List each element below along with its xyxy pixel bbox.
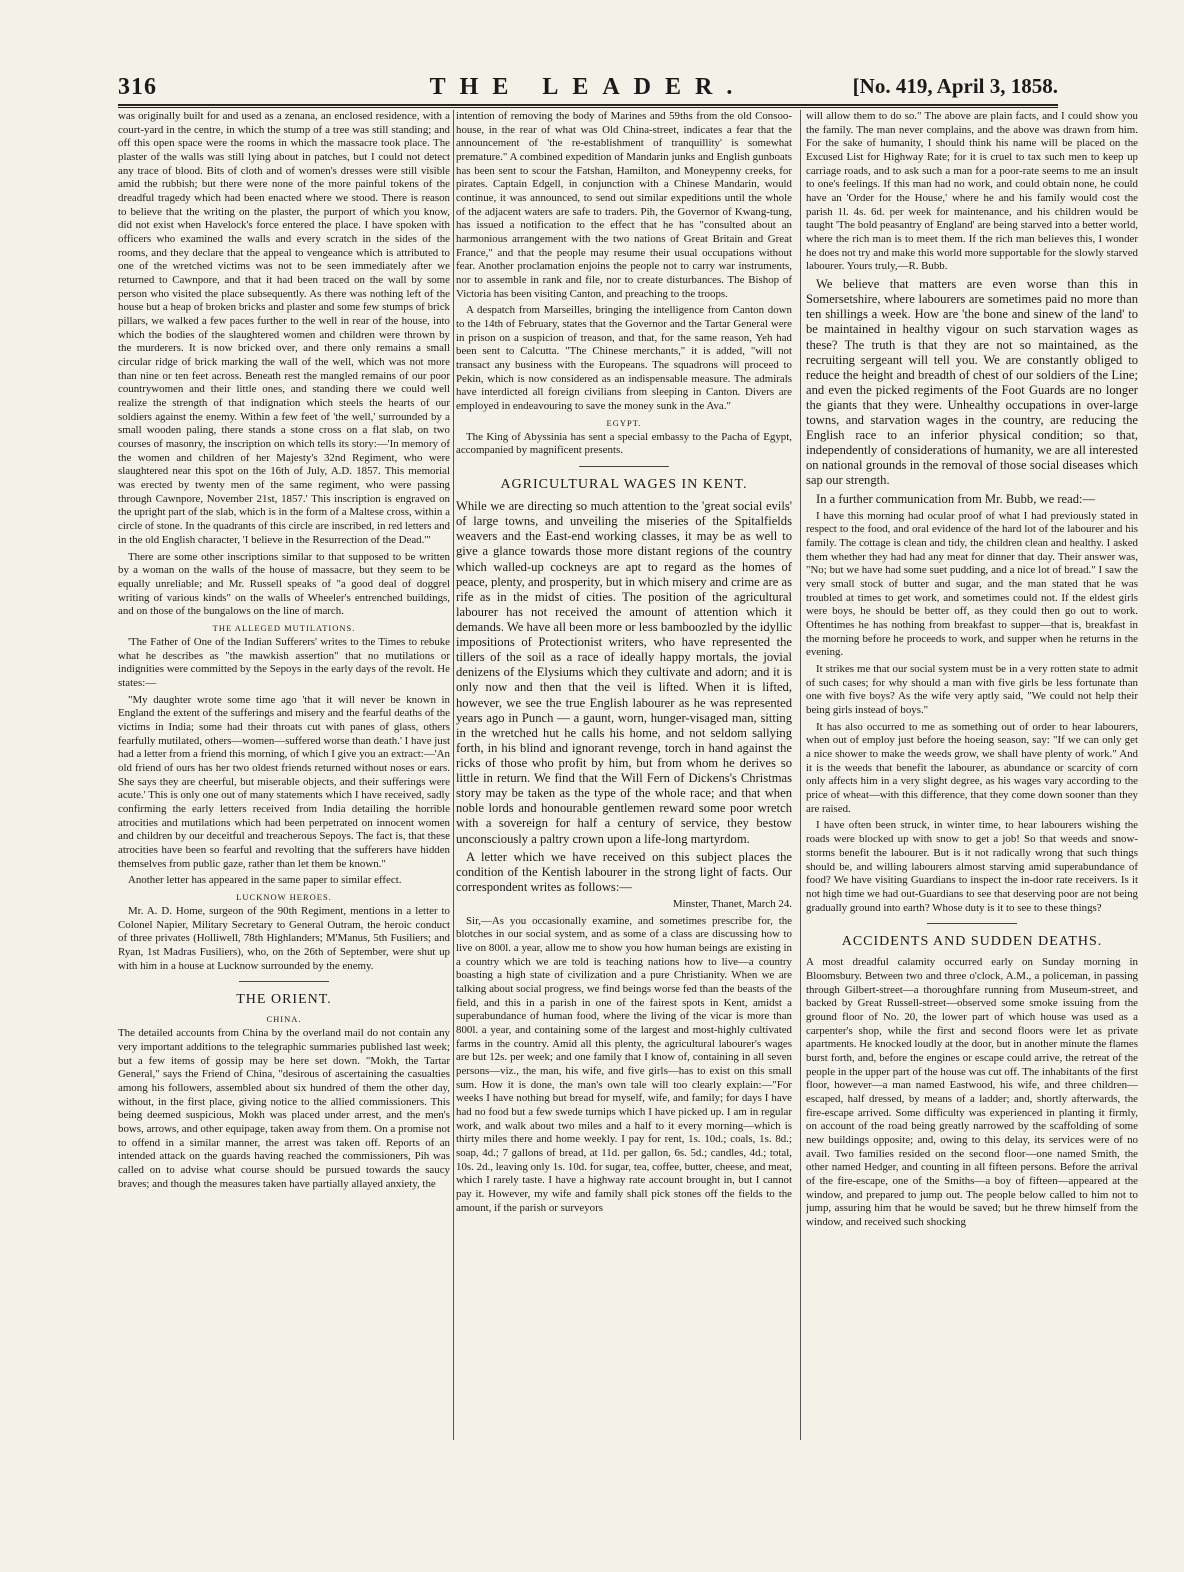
- article-paragraph: We believe that matters are even worse than this in Somersetshire, where labourers are sometimes paid no more than ten shillings a week. How are 'the bone and sinew of the land' to be maintained in healthy vigour on such starvation wages as these? The truth is that they are not so maintained, as the recruiting sergeant will tell you. We are constantly obliged to reduce the height and breadth of chest of our soldiers of the Line; and even the picked regiments of the Foot Guards are no longer the giants that they were. Unhealthy occupations in over-large towns, and starvation wages in the country, are reducing the English race to an inferior physical condition; so that, independently of considerations of humanity, we are all interested on national grounds in the removal of those social diseases which sap our strength.: [806, 277, 1138, 488]
- newspaper-title: THE LEADER.: [429, 74, 747, 100]
- column-3: [806, 110, 1138, 1440]
- section-rule: [579, 466, 669, 467]
- letter-paragraph: It strikes me that our social system must be in a very rotten state to admit of such cases; for why should a man with five girls be less fortunate than one with five boys? As the wife very aptly said, "We could not help their being girls instead of boys.": [806, 663, 1138, 717]
- issue-info: [No. 419, April 3, 1858.: [852, 74, 1058, 98]
- column-divider: [800, 110, 801, 1440]
- article-paragraph: A letter which we have received on this subject places the condition of the Kentish labourer in the strong light of facts. Our correspondent writes as follows:—: [456, 849, 792, 894]
- masthead-rule: [118, 104, 1058, 106]
- article-paragraph: There are some other inscriptions similar to that supposed to be written by a woman on the walls of the house of massacre, but they seem to be equally unreliable; and Mr. Russell speaks of "a good deal of doggrel writing of various kinds" on the walls of Wheeler's entrenched buildings, and on those of the bungalows on the line of march.: [118, 550, 450, 618]
- subheading: CHINA.: [266, 1014, 302, 1025]
- article-paragraph: The King of Abyssinia has sent a special embassy to the Pacha of Egypt, accompanied by magnificent presents.: [456, 430, 792, 457]
- section-heading: ACCIDENTS AND SUDDEN DEATHS.: [841, 934, 1103, 950]
- section-heading: AGRICULTURAL WAGES IN KENT.: [500, 477, 748, 493]
- article-paragraph: While we are directing so much attention to the 'great social evils' of large towns, and unveiling the miseries of the Spitalfields weavers and the East-end working classes, it may be as well to give a glance towards those more distant regions of the country which walled-up cockneys are apt to regard as the homes of peace, plenty, and prosperity, but in which misery and crime are as rife as in the midst of cities. The position of the agricultural labourer has not received the amount of attention which it demands. We have all been more or less bamboozled by the idyllic impositions of Protectionist writers, who have represented the tillers of the soil as a race of ideally happy mortals, the jovial denizens of the Elysiums which they cultivate and adorn; and it is only now and then that the veil is lifted. When it is lifted, however, we see the true English labourer as he was represented years ago in Punch — a gaunt, worn, hunger-visaged man, sitting in the wretched hut he calls his home, and not seldom sallying forth, in his blind and ignorant revenge, torch in hand against the ricks of those who profit by him, but from whom he derives so little in return. We find that the Will Fern of Dickens's Christmas story may be taken as the type of the whole race; and that when noble lords and honourable gentlemen reward some poor wretch with a sovereign for half a century of service, they bestow unconsciously a paltry crown upon a life-long martyrdom.: [456, 499, 792, 846]
- article-paragraph: A despatch from Marseilles, bringing the intelligence from Canton down to the 14th of February, states that the Governor and the Tartar General were in prison on a suspicion of treason, and that, for the same reason, Yeh had been sent to Calcutta. "The Chinese merchants," it is added, "will not transact any business with the Europeans. The squadrons will proceed to Pekin, which is now considered as an indispensable measure. The admirals have interdicted all foreign civilians from sleeping in Canton. Divers are employed in endeavouring to save the money sunk in the Ava.": [456, 304, 792, 413]
- article-paragraph: "My daughter wrote some time ago 'that it will never be known in England the extent of the sufferings and misery and the fearful deaths of the victims in India; some had their throats cut with panes of glass, others fearfully mutilated, others—women—suffered worse than death.' I have just had a letter from a friend this morning, of which I give you an extract:—'An old friend of ours has her two oldest friends returned without noses or ears. She says they are cheerful, but miserable objects, and their sufferings were acute.' This is only one out of many statements which I have received, sadly confirming the early letters received from India detailing the horrible atrocities and mutilations which had been perpetrated on innocent women and children by our deceitful and treacherous Sepoys. The fact is, that these atrocities have been so fearful and revolting that the sufferers have hidden themselves from public gaze, rather than let them be known.": [118, 693, 450, 870]
- section-heading: THE ORIENT.: [236, 992, 332, 1008]
- article-paragraph: In a further communication from Mr. Bubb, we read:—: [816, 491, 1096, 506]
- article-paragraph: was originally built for and used as a zenana, an enclosed residence, with a court-yard in the centre, in which the stump of a tree was still standing; and off this open space were the rooms in which the massacre took place. The plaster of the walls was still lying about in patches, but I could not detect any trace of blood. Bits of cloth and of women's dresses were still visible amid the rubbish; but there were none of the more painful tokens of the dreadful tragedy which had been enacted where we stood. There is reason to believe that the writing on the plaster, the purport of which you know, did not exist when Havelock's force entered the place. I have spoken with officers who examined the walls and every scratch in the sides of the rooms, and they declare that the appeal to vengeance which is attributed to one of the wretched victims was not to be seen immediately after we returned to Cawnpore, and that it had been traced on the wall by some person who visited the place subsequently. As there was nothing left of the house but a heap of broken bricks and plaster and some few stumps of brick pillars, we walked a few paces further to the well in rear of the house, into which the bodies of the slaughtered women and children were thrown by the murderers. It is now bricked over, and there only remains a small circular ridge of brick marking the wall of the well, which was not more than nine or ten feet across. Beneath rest the mangled remains of our poor countrywomen and their little ones, and standing there we could well realize the strength of that indignation which steels the hearts of our soldiers against the enemy. Within a few feet of 'the well,' surrounded by a small wooden paling, there stands a stone cross on a flat slab, on two courses of masonry, the inscription on which tells its story:—'In memory of the women and children of her Majesty's 32nd Regiment, who were slaughtered near this spot on the 16th of July, A.D. 1857. This memorial was erected by twenty men of the same regiment, who were passing through Cawnpore, November 21st, 1857.' This inscription is engraved on the upright part of the slab, which is in the form of a Maltese cross, within a circle of stone. In the quadrants of this circle are inscribed, in red letters and in the old English character, 'I believe in the Resurrection of the Dead.'": [118, 110, 450, 546]
- subheading: LUCKNOW HEROES.: [236, 891, 332, 902]
- masthead-rule-thin: [118, 107, 1058, 108]
- letter-paragraph: I have this morning had ocular proof of what I had previously stated in respect to the food, and oral evidence of the hard lot of the labourer and his family. The cottage is clean and tidy, the children clean and healthy. I asked them whether they had had any meat for dinner that day. Their answer was, "No; but we have had some suet pudding, and a nice lot of bread." I saw the very small stock of butter and sugar, and the man stated that he was troubled at times to get work, and sometimes could not. If the eldest girls were boys, he should be better off, as they could then go out to work. Oftentimes he has nothing from breakfast to supper—that is, breakfast in the morning before he proceeds to work, and supper when he returns in the evening.: [806, 509, 1138, 659]
- article-paragraph: 'The Father of One of the Indian Sufferers' writes to the Times to rebuke what he describes as "the mawkish assertion" that no mutilations or indignities were committed by the Sepoys in the early days of the revolt. He states:—: [118, 635, 450, 689]
- subheading: EGYPT.: [606, 417, 642, 428]
- letter-dateline: Minster, Thanet, March 24.: [672, 897, 792, 910]
- section-rule: [927, 923, 1017, 924]
- letter-paragraph: Sir,—As you occasionally examine, and sometimes prescribe for, the blotches in our social system, and as some of a class are discussing how to live on 800l. a year, allow me to show you how human beings are existing in a country which we are told is teaching nations how to live—a country boasting a high state of civilization and a pure Christianity. When we are talking about social progress, we find beings worse fed than the beasts of the field, and this in a parish in one of the fairest spots in Kent, amidst a superabundance of human food, where the living of the vicar is more than 800l. a year, and containing some of the largest and most-highly cultivated farms in the country. Amid all this plenty, the agricultural labourer's wages are but 12s. per week; and one family that I know of, containing in all seven persons—viz., the man, his wife, and five girls—has to exist on this small sum. How it is done, the man's own tale will too clearly explain:—"For weeks I have nothing but bread for myself, wife, and family; for days I have had no food but a few swede turnips which I have picked up. I am in regular work, and walk about two miles and a half to it every morning—which is thirty miles there and home weekly. I pay for rent, 1s. 10d.; coals, 1s. 8d.; soap, 4d.; 7 gallons of bread, at 11d. per gallon, 6s. 5d.; candles, 4d.; total, 10s. 2d., leaving only 1s. 10d. for sugar, tea, coffee, butter, cheese, and meat, which I rarely taste. I have a highway rate account brought in, but I cannot pay it. However, my wife and family shall pick stones off the fields to the amount, if the parish or surveyors: [456, 914, 792, 1214]
- column-divider: [453, 110, 454, 1440]
- section-rule: [239, 981, 329, 982]
- article-paragraph: The detailed accounts from China by the overland mail do not contain any very important additions to the telegraphic summaries published last week; but a few items of gossip may be here set down. "Mokh, the Tartar General," says the Friend of China, "desirous of ascertaining the casualties among his followers, assembled about six hundred of them the other day, without, in the first place, giving notice to the allied commissioners. This being deemed suspicious, Mokh was placed under arrest, and the men's bows, arrows, and other equipage, taken away from them. On a promise not to offend in a similar manner, the arrest was taken off. Reports of an intended attack on the guards having reached the commissioners, Pih was called on to advise what course should be pursued towards the saucy braves; and though the measures taken have partially allayed anxiety, the: [118, 1027, 450, 1190]
- article-paragraph: A most dreadful calamity occurred early on Sunday morning in Bloomsbury. Between two and three o'clock, A.M., a policeman, in passing through Gilbert-street—a thoroughfare running from Museum-street, and backed by Great Russell-street—observed some smoke issuing from the ground floor of No. 20, the lower part of which house was used as a carpenter's shop, while the first and second floors were let as private apartments. He knocked loudly at the door, but in another minute the flames burst forth, and, before the engines or escape could arrive, the retreat of the people in the upper part of the house was cut off. The inhabitants of the first floor, however—a man named Eastwood, his wife, and three children—escaped, half dressed, by means of a ladder; and, shortly afterwards, the fire-escape arrived. Some difficulty was experienced in planting it firmly, on account of the road being greatly narrowed by the scaffolding of some new buildings opposite; and, owing to this delay, its services were of no avail. Two families resided on the second floor—one named Smith, the other named Hedger, and counting in all fifteen persons. Before the arrival of the fire-escape, one of the Smiths—a boy of fifteen—appeared at the window, and prepared to jump out. The people below called to him not to jump, assuring him that he would be saved; but he threw himself from the window, and received such shocking: [806, 956, 1138, 1228]
- masthead: [118, 74, 1058, 108]
- subheading: THE ALLEGED MUTILATIONS.: [212, 622, 356, 633]
- article-paragraph: Another letter has appeared in the same paper to similar effect.: [128, 874, 402, 887]
- letter-paragraph: will allow them to do so." The above are plain facts, and I could show you the family. The man never complains, and the above was drawn from him. For the sake of humanity, I should think his name will be placed on the Excused List for Highway Rate; for it is cruel to tax such men to keep up carriage roads, and to ask such a man for a poor-rate seems to me an insult to one's feelings. If this man had no work, and could obtain none, he could have an 'Order for the House,' where he and his family would cost the parish 1l. 4s. 6d. per week for maintenance, and his children would be taught 'The bold peasantry of England' are being starved into a better world, where the rich man is to meet them. If the rich man believes this, I wonder he does not try and make this world more supportable for the slowly starved labourer. Yours truly,—R. Bubb.: [806, 110, 1138, 273]
- article-paragraph: Mr. A. D. Home, surgeon of the 90th Regiment, mentions in a letter to Colonel Napier, Military Secretary to General Outram, the heroic conduct of three privates (Holliwell, 78th Highlanders; M'Manus, 5th Fusiliers; and Ryan, 1st Madras Fusiliers), who, on the 26th of September, were shut up with him in a house at Lucknow surrounded by the enemy.: [118, 904, 450, 972]
- column-2: [456, 110, 792, 1440]
- article-paragraph: intention of removing the body of Marines and 59ths from the old Consoo-house, in the rear of what was Old China-street, indicates a fear that the announcement of 'the re-establishment of tranquillity' is somewhat premature." A combined expedition of Mandarin junks and English gunboats has been sent to scour the Fatshan, Hamilton, and Moneypenny creeks, for pirates. Captain Edgell, in conjunction with a Chinese Mandarin, would continue, it was announced, to send out similar expeditions until the whole of the adjacent waters are safe to traders. Pih, the Governor of Kwang-tung, has issued a notification to the effect that he has "consulted about an harmonious arrangement with the two nations of Great Britain and Great France," and that the people may resume their usual occupations without fear. Another proclamation enjoins the people not to carry war instruments, nor to assemble in rank and file, nor to create disturbances. The Bishop of Victoria has been visiting Canton, and preaching to the troops.: [456, 110, 792, 300]
- letter-paragraph: I have often been struck, in winter time, to hear labourers wishing the roads were blocked up with snow to get a job! So that weeds and snow-storms benefit the labourer. But is it not radically wrong that such things should be, and willing labourers almost starving amid superabundance of food? We have visiting Guardians to inspect the in-door rate receivers. Is it not high time we had out-Guardians to see that deserving poor are not being gradually ground into earth? Whose duty is it to see to these things?: [806, 819, 1138, 914]
- page-number: 316: [118, 74, 157, 100]
- letter-paragraph: It has also occurred to me as something out of order to hear labourers, when out of employ just before the hoeing season, say: "If we can only get a nice shower to make the weeds grow, we shall have plenty of work." And it is the weeds that benefit the labourer, as abundance or scarcity of corn only affects him in a very slight degree, as his wages vary according to the price of wheat—with this difference, that they come down sooner than they are raised.: [806, 720, 1138, 815]
- column-1: [118, 110, 450, 1440]
